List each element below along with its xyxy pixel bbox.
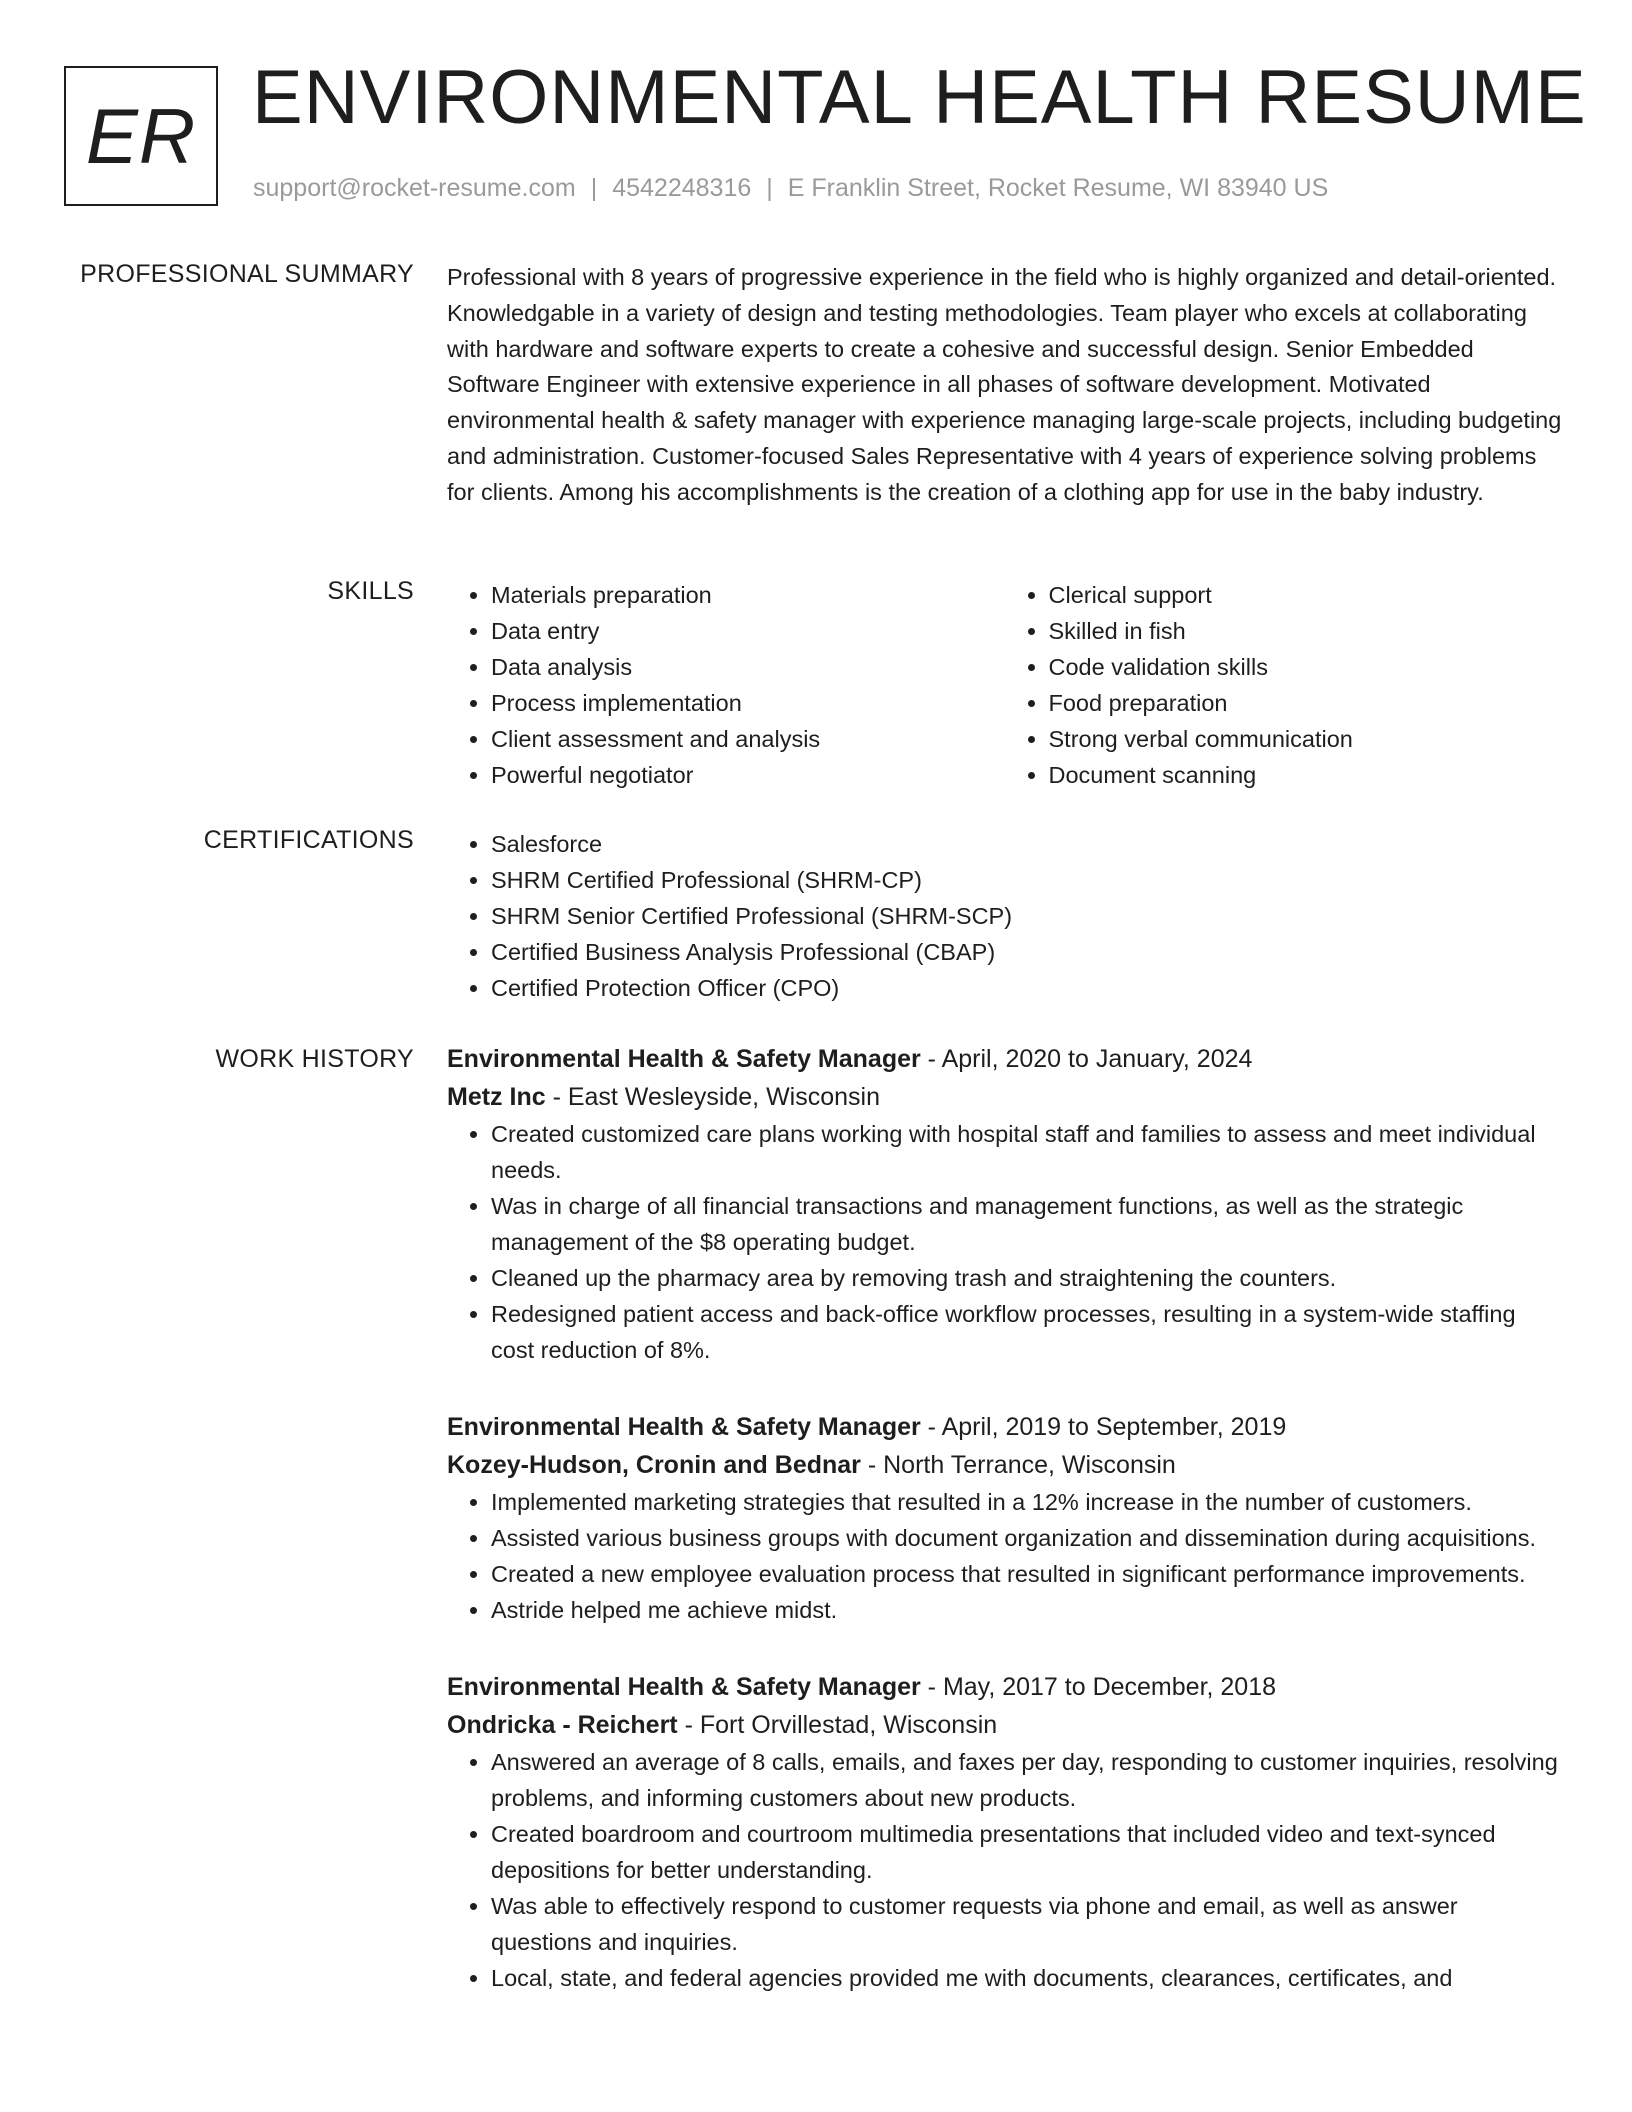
summary-heading: PROFESSIONAL SUMMARY xyxy=(80,260,414,288)
list-item: • Created a new employee evaluation process that resulted in significant performance improvements. xyxy=(491,1556,1562,1592)
list-item: • Assisted various business groups with document organization and dissemination during acquisitions. xyxy=(491,1520,1562,1556)
contact-address: E Franklin Street, Rocket Resume, WI 83940 US xyxy=(787,174,1329,202)
job-company: Kozey-Hudson, Cronin and Bednar xyxy=(447,1451,861,1479)
certifications-heading: CERTIFICATIONS xyxy=(203,826,414,854)
list-item: • Clerical support xyxy=(1049,577,1563,613)
list-item: • Answered an average of 8 calls, emails, and faxes per day, responding to customer inquiries, resolving problems, and informing customers about new products. xyxy=(491,1744,1562,1816)
job-title-line xyxy=(447,1408,1562,1446)
list-item: • Data analysis xyxy=(491,649,1005,685)
job-entry xyxy=(447,1668,1562,1996)
list-item: • Skilled in fish xyxy=(1049,613,1563,649)
job-title: Environmental Health & Safety Manager xyxy=(447,1673,921,1701)
job-title: Environmental Health & Safety Manager xyxy=(447,1413,921,1441)
skills-body xyxy=(447,577,1562,793)
list-item: • Redesigned patient access and back-office workflow processes, resulting in a system-wide staffing cost reduction of 8%. xyxy=(491,1296,1562,1368)
list-item: • Certified Protection Officer (CPO) xyxy=(491,970,1562,1006)
resume-title: ENVIRONMENTAL HEALTH RESUME xyxy=(252,55,1587,140)
contact-email[interactable]: support@rocket-resume.com xyxy=(253,174,576,202)
job-entry xyxy=(447,1040,1562,1368)
list-item: • Data entry xyxy=(491,613,1005,649)
list-item: • Strong verbal communication xyxy=(1049,721,1563,757)
job-bullet-list xyxy=(447,1116,1562,1368)
list-item: • Materials preparation xyxy=(491,577,1005,613)
job-company: Ondricka - Reichert xyxy=(447,1711,678,1739)
list-item: • Cleaned up the pharmacy area by removing trash and straightening the counters. xyxy=(491,1260,1562,1296)
summary-body xyxy=(447,260,1562,511)
contact-phone[interactable]: 4542248316 xyxy=(612,174,752,202)
list-item: • Created customized care plans working with hospital staff and families to assess and meet individual needs. xyxy=(491,1116,1562,1188)
contact-separator: | xyxy=(590,174,598,202)
list-item: • Local, state, and federal agencies provided me with documents, clearances, certificates, and xyxy=(491,1960,1562,1996)
monogram-box xyxy=(64,66,218,206)
list-item: • Powerful negotiator xyxy=(491,757,1005,793)
skills-columns xyxy=(447,577,1562,793)
list-item: • Was able to effectively respond to customer requests via phone and email, as well as answer questions and inquiries. xyxy=(491,1888,1562,1960)
job-bullet-list xyxy=(447,1744,1562,1996)
contact-separator: | xyxy=(766,174,773,202)
list-item: • Astride helped me achieve midst. xyxy=(491,1592,1562,1628)
list-item: • Client assessment and analysis xyxy=(491,721,1005,757)
skills-right-list xyxy=(1005,577,1563,793)
list-item: • Process implementation xyxy=(491,685,1005,721)
skills-left-list xyxy=(447,577,1005,793)
list-item: • Document scanning xyxy=(1049,757,1563,793)
list-item: • SHRM Certified Professional (SHRM-CP) xyxy=(491,862,1562,898)
job-bullet-list xyxy=(447,1484,1562,1628)
job-dates: - April, 2019 to September, 2019 xyxy=(920,1413,1287,1441)
list-item: • Certified Business Analysis Professional (CBAP) xyxy=(491,934,1562,970)
skills-heading: SKILLS xyxy=(327,577,414,605)
list-item: • Food preparation xyxy=(1049,685,1563,721)
job-title-line xyxy=(447,1668,1562,1706)
job-company-line xyxy=(447,1706,1562,1744)
summary-text: Professional with 8 years of progressive experience in the field who is highly organized and detail-oriented. Knowledgable in a variety of design and testing methodologies. Team player who excels at collaborating with hardware and software experts to create a cohesive and successful design. Senior Embedded Software Engineer with extensive experience in all phases of software development. Motivated environmental health & safety manager with experience managing large-scale projects, including budgeting and administration. Customer-focused Sales Representative with 4 years of experience solving problems for clients. Among his accomplishments is the creation of a clothing app for use in the baby industry. xyxy=(447,264,1562,505)
job-location: - North Terrance, Wisconsin xyxy=(860,1451,1176,1479)
contact-line xyxy=(253,174,1328,203)
job-dates: - May, 2017 to December, 2018 xyxy=(920,1673,1277,1701)
certifications-body xyxy=(447,826,1562,1006)
list-item: • Created boardroom and courtroom multimedia presentations that included video and text-synced depositions for better understanding. xyxy=(491,1816,1562,1888)
job-title-line xyxy=(447,1040,1562,1078)
list-item: • Implemented marketing strategies that resulted in a 12% increase in the number of customers. xyxy=(491,1484,1562,1520)
job-company-line xyxy=(447,1446,1562,1484)
work-history-body xyxy=(447,1040,1562,1996)
job-title: Environmental Health & Safety Manager xyxy=(447,1045,921,1073)
job-location: - East Wesleyside, Wisconsin xyxy=(545,1083,880,1111)
list-item: • SHRM Senior Certified Professional (SHRM-SCP) xyxy=(491,898,1562,934)
work-history-heading: WORK HISTORY xyxy=(215,1045,414,1073)
job-dates: - April, 2020 to January, 2024 xyxy=(920,1045,1253,1073)
list-item: • Code validation skills xyxy=(1049,649,1563,685)
job-company-line xyxy=(447,1078,1562,1116)
job-entry xyxy=(447,1408,1562,1628)
monogram-initials: ER xyxy=(85,91,197,180)
list-item: • Salesforce xyxy=(491,826,1562,862)
list-item: • Was in charge of all financial transactions and management functions, as well as the strategic management of the $8 operating budget. xyxy=(491,1188,1562,1260)
job-location: - Fort Orvillestad, Wisconsin xyxy=(677,1711,998,1739)
certifications-list xyxy=(447,826,1562,1006)
job-company: Metz Inc xyxy=(447,1083,546,1111)
